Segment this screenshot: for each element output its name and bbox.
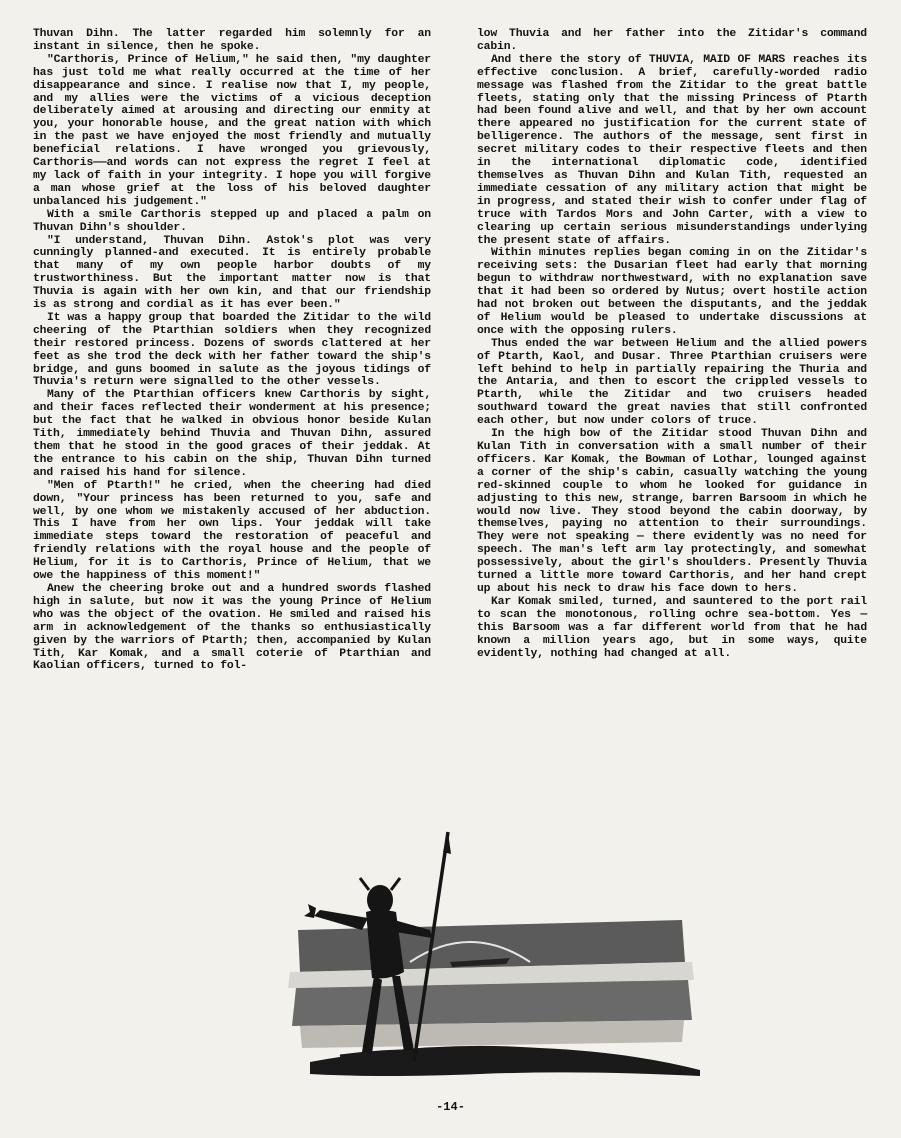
paragraph: It was a happy group that boarded the Zitidar to the wild cheering of the Ptarthian soldiers when they recognized their restored princess. Dozens of swords clattered at her feet as she trod the deck with her father toward the ship's bridge, and guns boomed in salute as the joyous tidings of Thuvia's return were signalled to the other vessels. (33, 311, 431, 389)
paragraph: Many of the Ptarthian officers knew Carthoris by sight, and their faces reflected their wonderment at his presence; but the fact that he walked in obvious honor beside Kulan Tith, immediately behind Thuvia and Thuvan Dihn, assured them that he stood in the good graces of their jeddak. At the entrance to his cabin on the ship, Thuvan Dihn turned and raised his hand for silence. (33, 389, 431, 479)
paragraph: Kar Komak smiled, turned, and sauntered to the port rail to scan the monotonous, rolling ochre sea-bottom. Yes —this Barsoom was a far different world from that he had known a million years ago, but in some ways, quite evidently, nothing had changed at all. (477, 595, 867, 660)
paragraph: "I understand, Thuvan Dihn. Astok's plot was very cunningly planned-and executed. It is entirely probable that many of my own people harbor doubts of my trustworthiness. But the important matter now is that Thuvia is again with her own kin, and that our friendship is as strong and cordial as it has ever been." (33, 234, 431, 312)
paragraph: In the high bow of the Zitidar stood Thuvan Dihn and Kulan Tith in conversation with a small number of their officers. Kar Komak, the Bowman of Lothar, lounged against a corner of the ship's cabin, casually watching the young red-skinned couple to whom he looked for guidance in adjusting to this new, strange, barren Barsoom in which he would now live. They stood beyond the cabin doorway, by themselves, paying no attention to their surroundings. They were not speaking — there evidently was no need for speech. The man's left arm lay protectingly, and somewhat possessively, about the girl's shoulders. Presently Thuvia turned a little more toward Carthoris, and her hand crept up about his neck to draw his face down to hers. (477, 428, 867, 595)
paragraph: "Men of Ptarth!" he cried, when the cheering had died down, "Your princess has been returned to you, safe and well, by one whom we mistakenly accused of her abduction. This I have from her own lips. Your jeddak will take immediate steps toward the restoration of peaceful and friendly relations with the royal house and the people of Helium, for it is to Carthoris, Prince of Helium, that we owe the happiness of this moment!" (33, 479, 431, 583)
page-number: -14- (436, 1100, 465, 1114)
right-text-column (477, 28, 867, 660)
ground-band (292, 980, 692, 1026)
paragraph: low Thuvia and her father into the Zitidar's command cabin. (477, 28, 867, 53)
paragraph: Within minutes replies began coming in on the Zitidar's receiving sets: the Dusarian fleet had early that morning begun to withdraw northwestward, with no explanation save that it had been so ordered by Nutus; overt hostile action had not broken out between the disputants, and the jeddak of Helium would be pleased to undertake discussions at once with the opposing rulers. (477, 247, 867, 337)
paragraph: With a smile Carthoris stepped up and placed a palm on Thuvan Dihn's shoulder. (33, 208, 431, 234)
left-text-column (33, 28, 431, 673)
paragraph: Anew the cheering broke out and a hundred swords flashed high in salute, but now it was the young Prince of Helium who was the object of the ovation. He smiled and raised his arm in acknowledgement of the thanks so enthusiastically given by the warriors of Ptarth; then, accompanied by Kulan Tith, Kar Komak, and a small coterie of Ptarthian and Kaolian officers, turned to fol- (33, 582, 431, 673)
paragraph: "Carthoris, Prince of Helium," he said then, "my daughter has just told me what really occurred at the time of her disappearance and since. I realise now that I, my people, and my allies were the victims of a vicious deception deliberately aimed at arousing and directing our enmity at you, your honorable house, and the great nation with which in the past we have enjoyed the most friendly and mutually beneficial relations. I have wronged you grievously, Carthoris——and words can not express the regret I feel at my lack of faith in your integrity. I hope you will forgive a man whose grief at the loss of his beloved daughter unbalanced his judgement." (33, 53, 431, 208)
paragraph: Thuvan Dihn. The latter regarded him solemnly for an instant in silence, then he spoke. (33, 28, 431, 53)
paragraph: Thus ended the war between Helium and the allied powers of Ptarth, Kaol, and Dusar. Three Ptarthian cruisers were left behind to help in partially repairing the Thuria and the Antaria, and then to escort the crippled vessels to Ptarth, while the Zitidar and two cruisers headed southward toward the great navies that still confronted each other, but now under colors of truce. (477, 337, 867, 428)
martian-warrior-illustration (280, 812, 710, 1112)
paragraph: And there the story of THUVIA, MAID OF MARS reaches its effective conclusion. A brief, carefully-worded radio message was flashed from the Zitidar to the great battle fleets, stating only that the missing Princess of Ptarth had been found alive and well, and that by her own account there appeared no justification for the current state of belligerence. The authors of the message, sent first in secret military codes to their respective fleets and then in the international diplomatic code, identified themselves as Thuvan Dihn and Kulan Tith, requested an immediate cessation of any military action that might be in progress, and stated their wish to confer under flag of truce with Tardos Mors and John Carter, with a view to clearing up certain serious misunderstandings underlying the present state of affairs. (477, 53, 867, 247)
